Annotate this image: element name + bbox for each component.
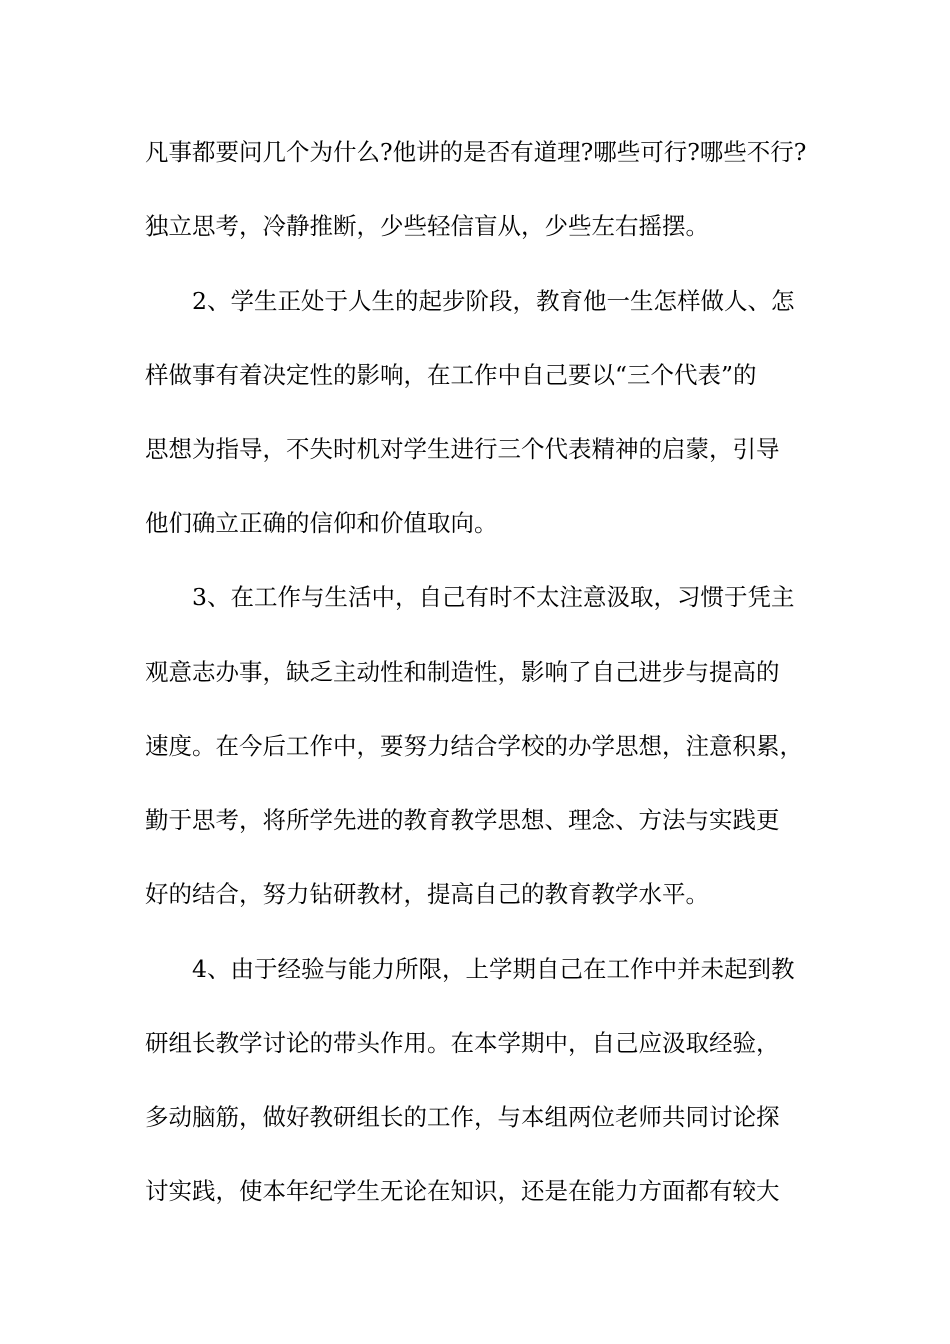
text-line: 思想为指导，不失时机对学生进行三个代表精神的启蒙，引导: [145, 435, 780, 463]
text-line: 好的结合，努力钻研教材，提高自己的教育教学水平。: [145, 880, 709, 908]
paragraph-start-line: 4、由于经验与能力所限，上学期自己在工作中并未起到教: [192, 955, 795, 983]
text-line: 讨实践，使本年纪学生无论在知识，还是在能力方面都有较大: [145, 1177, 780, 1205]
text-line: 观意志办事，缺乏主动性和制造性，影响了自己进步与提高的: [145, 658, 780, 686]
paragraph-start-line: 2、学生正处于人生的起步阶段，教育他一生怎样做人、怎: [192, 287, 795, 315]
text-line: 速度。在今后工作中，要努力结合学校的办学思想，注意积累，: [145, 732, 803, 760]
text-line: 研组长教学讨论的带头作用。在本学期中，自己应汲取经验，: [145, 1029, 780, 1057]
text-line: 勤于思考，将所学先进的教育教学思想、理念、方法与实践更: [145, 806, 780, 834]
paragraph-start-line: 3、在工作与生活中，自己有时不太注意汲取，习惯于凭主: [192, 583, 795, 611]
text-line: 样做事有着决定性的影响，在工作中自己要以“三个代表”的: [145, 361, 757, 389]
text-line: 他们确立正确的信仰和价值取向。: [145, 509, 498, 537]
text-line: 独立思考，冷静推断，少些轻信盲从，少些左右摇摆。: [145, 212, 709, 240]
text-line: 凡事都要问几个为什么?他讲的是否有道理?哪些可行?哪些不行?: [145, 138, 807, 166]
text-line: 多动脑筋，做好教研组长的工作，与本组两位老师共同讨论探: [145, 1103, 780, 1131]
